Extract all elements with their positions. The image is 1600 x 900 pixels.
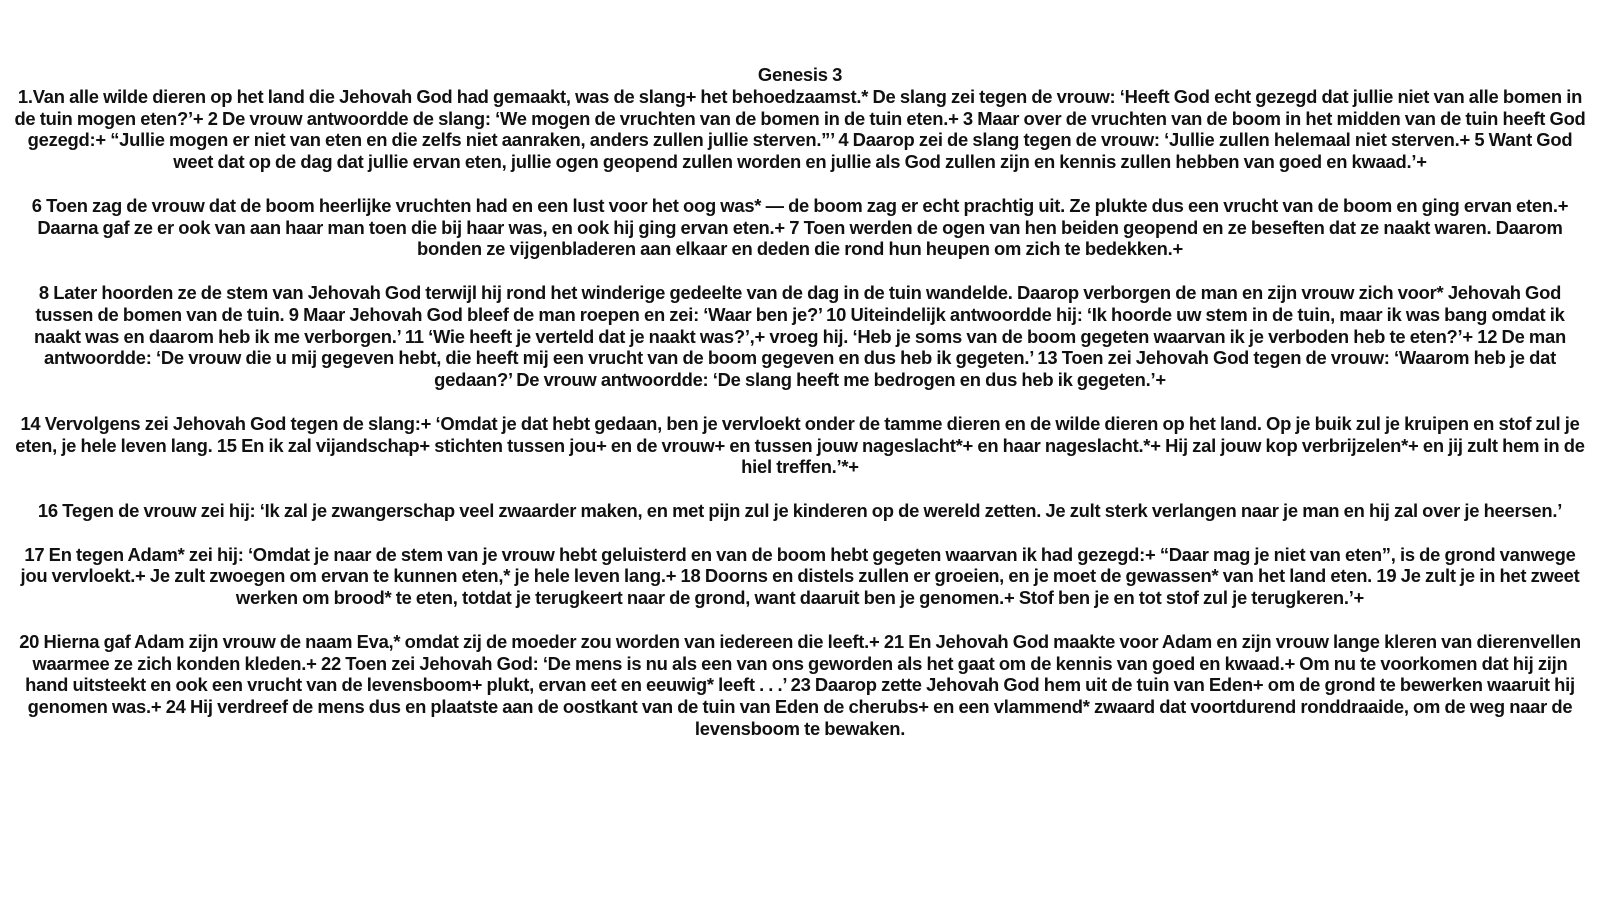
document-page	[14, 64, 1586, 762]
paragraph-verses-6-7: 6 Toen zag de vrouw dat de boom heerlijke vruchten had en een lust voor het oog was* — de boom zag er echt prachtig uit. Ze plukte dus een vrucht van de boom en ging ervan eten.+ Daarna gaf ze er ook van aan haar man toen die bij haar was, en ook hij ging ervan eten.+ 7 Toen werden de ogen van hen beiden geopend en ze beseften dat ze naakt waren. Daarom bonden ze vijgenbladeren aan elkaar en deden die rond hun heupen om zich te bedekken.+	[31, 194, 1569, 260]
paragraph-verses-20-24: 20 Hierna gaf Adam zijn vrouw de naam Eva,* omdat zij de moeder zou worden van iedereen die leeft.+ 21 En Jehovah God maakte voor Adam en zijn vrouw lange kleren van dierenvellen waarmee ze zich konden kleden.+ 22 Toen zei Jehovah God: ‘De mens is nu als een van ons geworden als het gaat om de kennis van goed en kwaad.+ Om nu te voorkomen dat hij zijn hand uitsteekt en ook een vrucht van de levensboom+ plukt, ervan eet en eeuwig* leeft . . .’ 23 Daarop zette Jehovah God hem uit de tuin van Eden+ om de grond te bewerken waaruit hij genomen was.+ 24 Hij verdreef de mens dus en plaatste aan de oostkant van de tuin van Eden de cherubs+ en een vlammend* zwaard dat voortdurend ronddraaide, om de weg naar de levensboom te bewaken.	[19, 630, 1581, 739]
paragraph-verses-8-13: 8 Later hoorden ze de stem van Jehovah God terwijl hij rond het winderige gedeelte van de dag in de tuin wandelde. Daarop verborgen de man en zijn vrouw zich voor* Jehovah God tussen de bomen van de tuin. 9 Maar Jehovah God bleef de man roepen en zei: ‘Waar ben je?’ 10 Uiteindelijk antwoordde hij: ‘Ik hoorde uw stem in de tuin, maar ik was bang omdat ik naakt was en daarom heb ik me verborgen.’ 11 ‘Wie heeft je verteld dat je naakt was?’,+ vroeg hij. ‘Heb je soms van de boom gegeten waarvan ik je verboden heb te eten?’+ 12 De man antwoordde: ‘De vrouw die u mij gegeven hebt, die heeft mij een vrucht van de boom gegeven en dus heb ik gegeten.’ 13 Toen zei Jehovah God tegen de vrouw: ‘Waarom heb je dat gedaan?’ De vrouw antwoordde: ‘De slang heeft me bedrogen en dus heb ik gegeten.’+	[34, 281, 1566, 391]
paragraph-verses-14-15: 14 Vervolgens zei Jehovah God tegen de slang:+ ‘Omdat je dat hebt gedaan, ben je vervloekt onder de tamme dieren en de wilde dieren op het land. Op je buik zul je kruipen en stof zul je eten, je hele leven lang. 15 En ik zal vijandschap+ stichten tussen jou+ en de vrouw+ en tussen jouw nageslacht*+ en haar nageslacht.*+ Hij zal jouw kop verbrijzelen*+ en jij zult hem in de hiel treffen.’*+	[15, 412, 1585, 478]
paragraph-verses-1-5: 1.Van alle wilde dieren op het land die Jehovah God had gemaakt, was de slang+ het behoedzaamst.* De slang zei tegen de vrouw: ‘Heeft God echt gezegd dat jullie niet van alle bomen in de tuin mogen eten?’+ 2 De vrouw antwoordde de slang: ‘We mogen de vruchten van de bomen in de tuin eten.+ 3 Maar over de vruchten van de boom in het midden van de tuin heeft God gezegd:+ “Jullie mogen er niet van eten en die zelfs niet aanraken, anders zullen jullie sterven.”’ 4 Daarop zei de slang tegen de vrouw: ‘Jullie zullen helemaal niet sterven.+ 5 Want God weet dat op de dag dat jullie ervan eten, jullie ogen geopend zullen worden en jullie als God zullen zijn en kennis zullen hebben van goed en kwaad.’+	[14, 85, 1586, 173]
paragraph-verses-17-19: 17 En tegen Adam* zei hij: ‘Omdat je naar de stem van je vrouw hebt geluisterd en van de boom hebt gegeten waarvan ik had gezegd:+ “Daar mag je niet van eten”, is de grond vanwege jou vervloekt.+ Je zult zwoegen om ervan te kunnen eten,* je hele leven lang.+ 18 Doorns en distels zullen er groeien, en je moet de gewassen* van het land eten. 19 Je zult je in het zweet werken om brood* te eten, totdat je terugkeert naar de grond, want daaruit ben je genomen.+ Stof ben je en tot stof zul je terugkeren.’+	[20, 543, 1580, 609]
paragraph-verse-16: 16 Tegen de vrouw zei hij: ‘Ik zal je zwangerschap veel zwaarder maken, en met pijn zul je kinderen op de wereld zetten. Je zult sterk verlangen naar je man en hij zal over je heersen.’	[37, 499, 1563, 521]
chapter-heading: Genesis 3	[757, 64, 843, 85]
